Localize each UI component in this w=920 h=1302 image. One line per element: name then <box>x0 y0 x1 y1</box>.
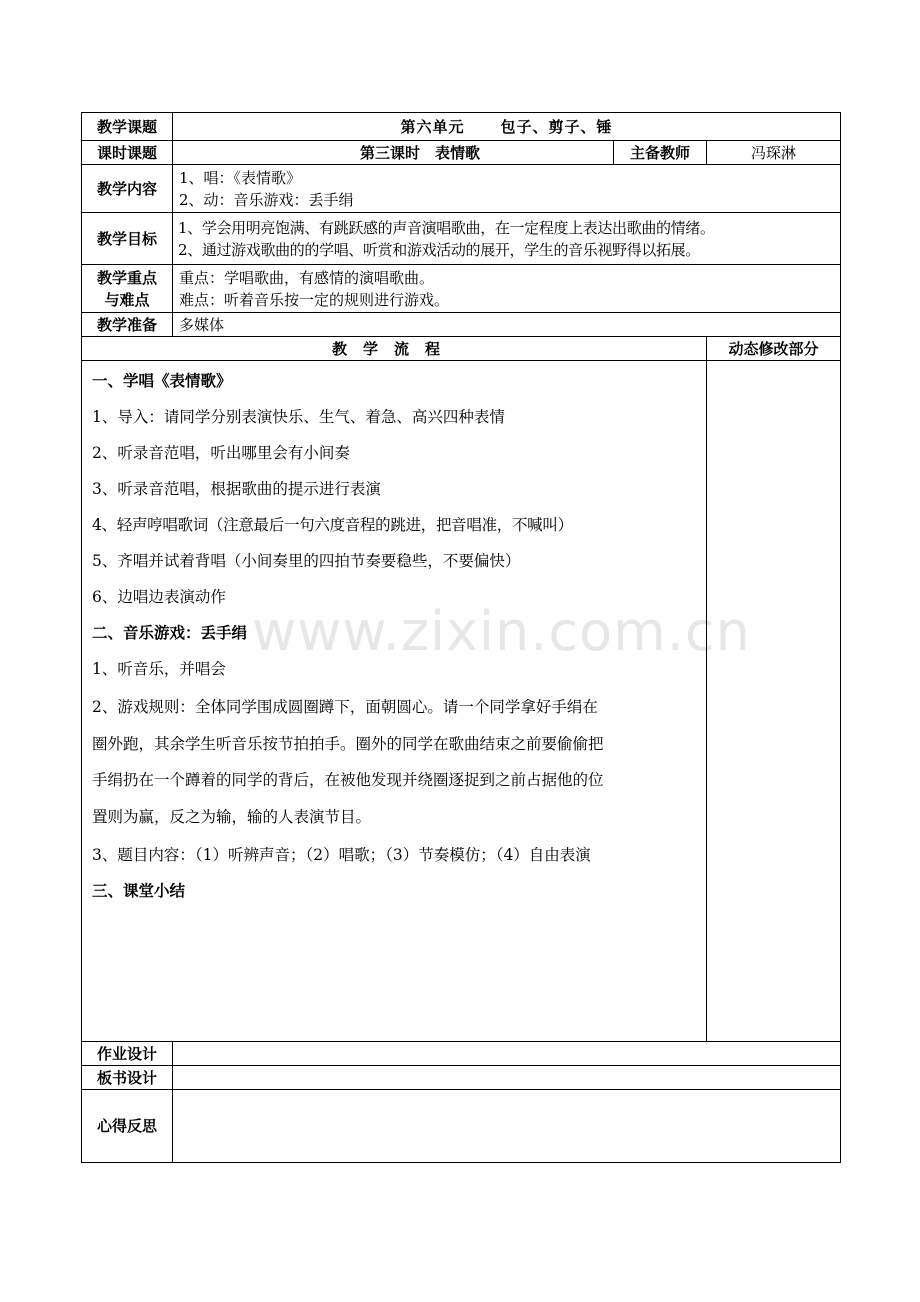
row-prep <box>82 313 841 337</box>
section-2-title: 二、音乐游戏：丢手绢 <box>92 624 248 642</box>
row-content <box>82 165 841 213</box>
key-point-line: 难点：听着音乐按一定的规则进行游戏。 <box>179 290 450 309</box>
label-goals: 教学目标 <box>82 213 173 265</box>
key-points-cell <box>173 265 841 313</box>
content-line: 1、唱：《表情歌》 <box>179 168 302 187</box>
board-cell <box>173 1066 841 1090</box>
game-rules <box>92 687 696 835</box>
label-prep: 教学准备 <box>82 313 173 337</box>
label-key-points <box>82 265 173 313</box>
row-topic <box>82 113 841 141</box>
unit-name: 包子、剪子、锤 <box>500 117 613 136</box>
content-cell <box>173 165 841 213</box>
flow-header: 教学流程 <box>82 337 707 361</box>
game-rules-line: 手绢扔在一个蹲着的同学的背后，在被他发现并绕圈逐捉到之前占据他的位 <box>92 771 604 789</box>
label-lesson: 课时课题 <box>82 141 173 165</box>
flow-item: 2、听录音范唱，听出哪里会有小间奏 <box>92 444 350 462</box>
dynamic-notes-cell <box>707 361 841 1042</box>
flow-item: 3、听录音范唱，根据歌曲的提示进行表演 <box>92 480 381 498</box>
dynamic-header: 动态修改部分 <box>707 337 841 361</box>
label-key-points-line1: 教学重点 <box>96 268 157 287</box>
lesson-plan-table <box>81 112 841 1163</box>
row-key-points <box>82 265 841 313</box>
teacher-name: 冯琛淋 <box>707 141 841 165</box>
unit-title <box>173 113 841 141</box>
flow-item: 1、听音乐，并唱会 <box>92 660 226 678</box>
row-flow-header <box>82 337 841 361</box>
watermark: www.zixin.com.cn <box>252 600 751 663</box>
row-goals <box>82 213 841 265</box>
reflection-cell <box>173 1090 841 1163</box>
flow-item: 6、边唱边表演动作 <box>92 588 226 606</box>
flow-item: 4、轻声哼唱歌词（注意最后一句六度音程的跳进，把音唱准，不喊叫） <box>92 516 573 534</box>
row-reflection <box>82 1090 841 1163</box>
label-key-points-line2: 与难点 <box>104 290 150 309</box>
content-line: 2、动：音乐游戏：丢手绢 <box>179 190 354 209</box>
label-content: 教学内容 <box>82 165 173 213</box>
goal-line: 1、学会用明亮饱满、有跳跃感的声音演唱歌曲，在一定程度上表达出歌曲的情绪。 <box>178 218 715 237</box>
label-teacher: 主备教师 <box>614 141 707 165</box>
row-lesson <box>82 141 841 165</box>
prep-text: 多媒体 <box>173 313 841 337</box>
unit-number: 第六单元 <box>400 117 465 136</box>
flow-item: 3、题目内容：（1）听辨声音；（2）唱歌；（3）节奏模仿；（4）自由表演 <box>92 846 591 864</box>
label-topic: 教学课题 <box>82 113 173 141</box>
goals-cell <box>173 213 841 265</box>
row-board <box>82 1066 841 1090</box>
flow-item: 1、导入：请同学分别表演快乐、生气、着急、高兴四种表情 <box>92 408 505 426</box>
flow-item: 5、齐唱并试着背唱（小间奏里的四拍节奏要稳些，不要偏快） <box>92 552 521 570</box>
row-homework <box>82 1042 841 1066</box>
section-3-title: 三、课堂小结 <box>92 882 186 900</box>
label-board: 板书设计 <box>82 1066 173 1090</box>
game-rules-line: 置则为赢，反之为输，输的人表演节目。 <box>92 807 372 826</box>
lesson-title: 第三课时 表情歌 <box>173 141 614 165</box>
teaching-flow <box>82 361 707 1042</box>
goal-line: 2、通过游戏歌曲的的学唱、听赏和游戏活动的展开，学生的音乐视野得以拓展。 <box>178 240 700 259</box>
game-rules-line: 2、游戏规则：全体同学围成圆圈蹲下，面朝圆心。请一个同学拿好手绢在 <box>92 698 598 716</box>
key-point-line: 重点：学唱歌曲，有感情的演唱歌曲。 <box>179 268 435 287</box>
label-reflection: 心得反思 <box>82 1090 173 1163</box>
section-1-title: 一、学唱《表情歌》 <box>92 372 232 390</box>
homework-cell <box>173 1042 841 1066</box>
game-rules-line: 圈外跑，其余学生听音乐按节拍拍手。圈外的同学在歌曲结束之前要偷偷把 <box>92 734 604 753</box>
label-homework: 作业设计 <box>82 1042 173 1066</box>
row-flow-body <box>82 361 841 1042</box>
